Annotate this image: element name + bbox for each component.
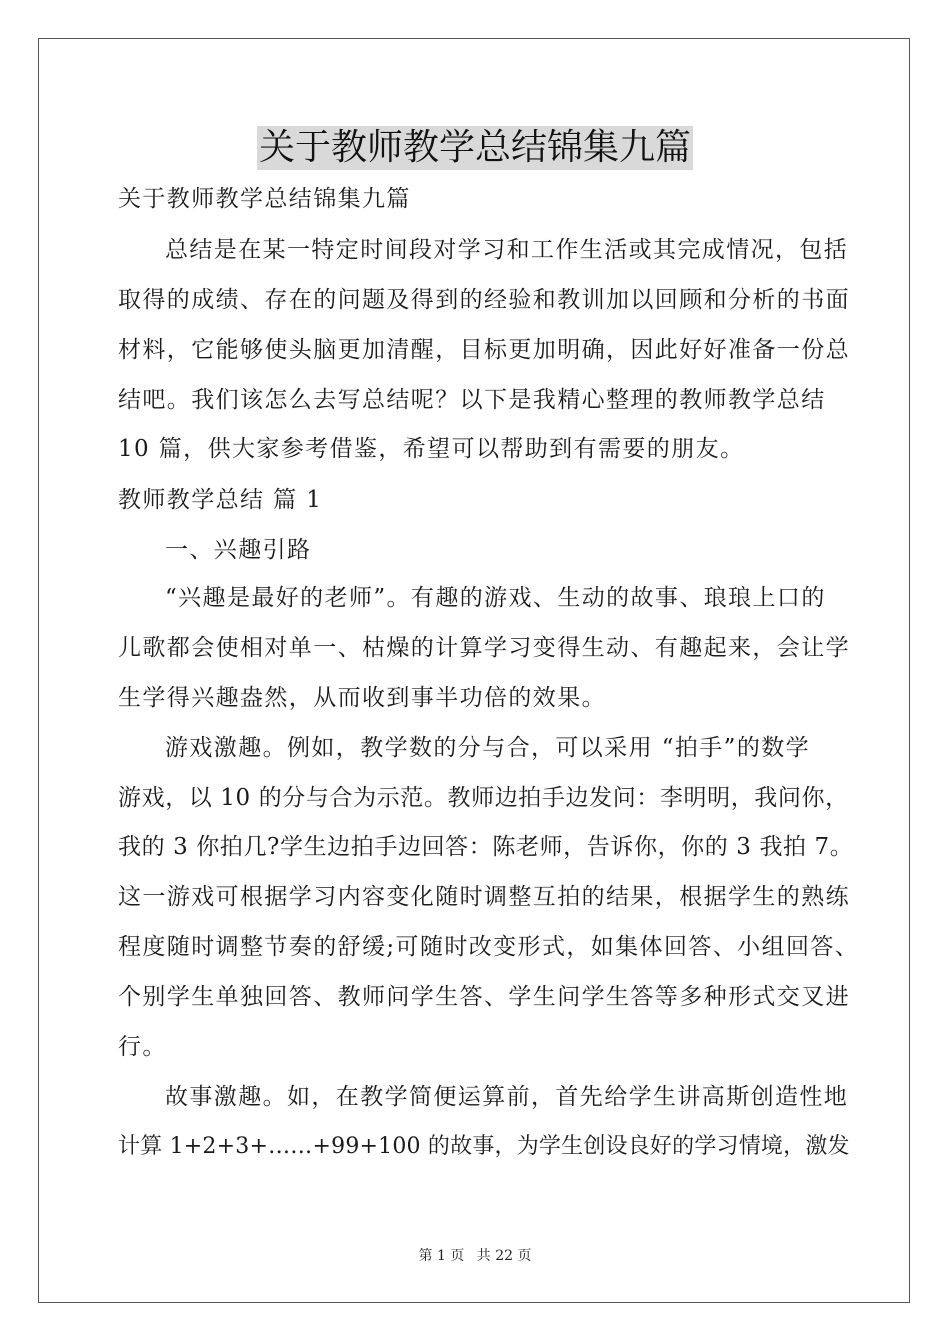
paragraph-line: 个别学生单独回答、教师问学生答、学生问学生答等多种形式交叉进 <box>118 984 850 1010</box>
page-border <box>38 38 910 1303</box>
page-footer <box>0 1247 950 1265</box>
paragraph-line: “兴趣是最好的老师”。有趣的游戏、生动的故事、琅琅上口的 <box>165 585 826 611</box>
page-total: 共 22 页 <box>476 1248 532 1264</box>
subheading-line: 一、兴趣引路 <box>165 537 312 563</box>
paragraph-line: 程度随时调整节奏的舒缓;可随时改变形式，如集体回答、小组回答、 <box>118 934 860 960</box>
title-wrap <box>0 126 950 170</box>
paragraph-line: 我的 3 你拍几?学生边拍手边回答：陈老师，告诉你，你的 3 我拍 7。 <box>118 834 854 860</box>
section-heading: 教师教学总结 篇 1 <box>118 487 323 513</box>
paragraph-line: 计算 1+2+3+……+99+100 的故事，为学生创设良好的学习情境，激发 <box>118 1134 850 1159</box>
paragraph-line: 故事激趣。如，在教学简便运算前，首先给学生讲高斯创造性地 <box>165 1084 849 1110</box>
page-number: 第 1 页 <box>418 1248 465 1264</box>
paragraph-line: 行。 <box>118 1034 167 1060</box>
paragraph-line: 生学得兴趣盎然，从而收到事半功倍的效果。 <box>118 685 606 711</box>
paragraph-line: 儿歌都会使相对单一、枯燥的计算学习变得生动、有趣起来，会让学 <box>118 635 850 661</box>
paragraph-line: 结吧。我们该怎么去写总结呢？以下是我精心整理的教师教学总结 <box>118 387 826 413</box>
paragraph-line: 材料，它能够使头脑更加清醒，目标更加明确，因此好好准备一份总 <box>118 337 850 363</box>
paragraph-line: 游戏激趣。例如，教学数的分与合，可以采用 “拍手”的数学 <box>165 735 811 761</box>
document-title: 关于教师教学总结锦集九篇 <box>258 127 691 168</box>
subtitle-line: 关于教师教学总结锦集九篇 <box>118 186 411 212</box>
paragraph-line: 总结是在某一特定时间段对学习和工作生活或其完成情况，包括 <box>165 237 849 263</box>
paragraph-line: 10 篇，供大家参考借鉴，希望可以帮助到有需要的朋友。 <box>118 436 745 462</box>
paragraph-line: 这一游戏可根据学习内容变化随时调整互拍的结果，根据学生的熟练 <box>118 884 850 910</box>
paragraph-line: 取得的成绩、存在的问题及得到的经验和教训加以回顾和分析的书面 <box>118 287 850 313</box>
paragraph-line: 游戏，以 10 的分与合为示范。教师边拍手边发问：李明明，我问你， <box>118 785 849 811</box>
